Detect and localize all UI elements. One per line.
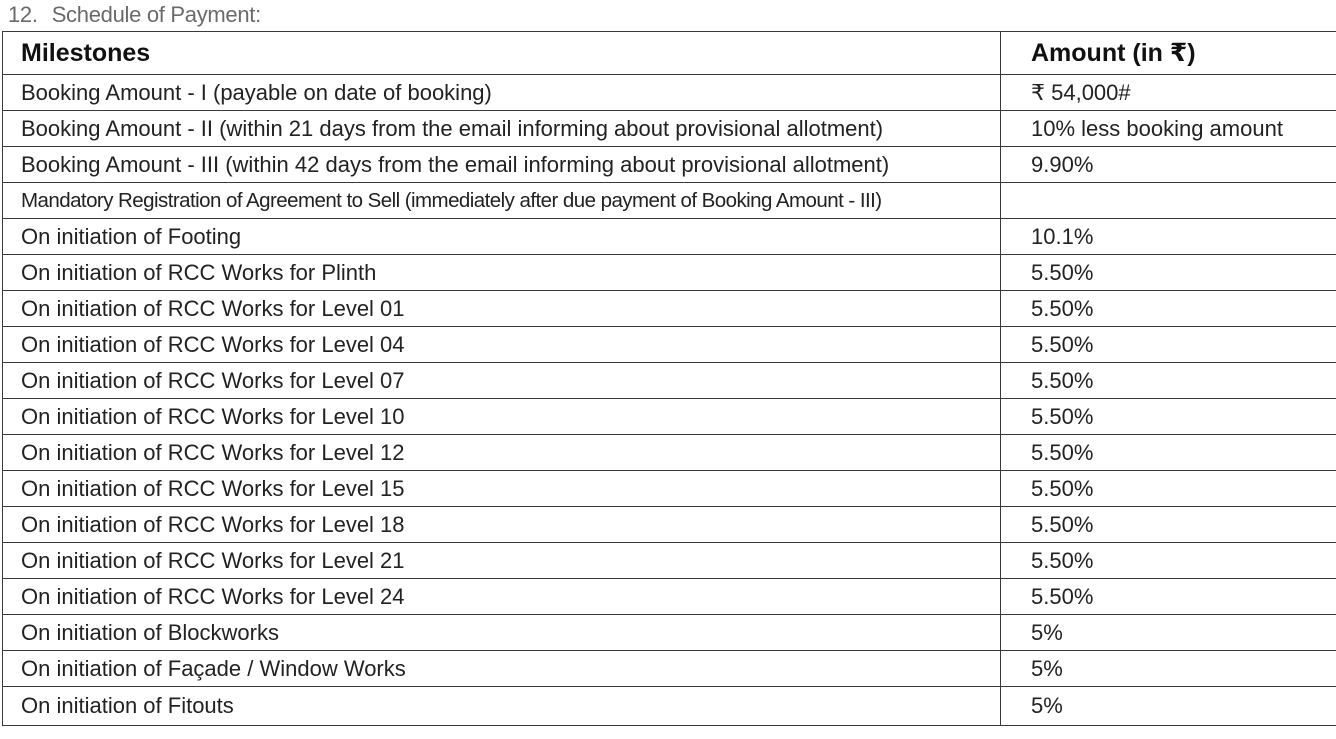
- milestone-cell: Mandatory Registration of Agreement to Sell (immediately after due payment of Booking Amount - III): [3, 183, 1001, 219]
- table-row: [3, 111, 1336, 147]
- amount-cell: 5.50%: [1001, 579, 1336, 615]
- amount-cell: ₹ 54,000#: [1001, 75, 1336, 111]
- amount-cell: 5.50%: [1001, 291, 1336, 327]
- section-heading: [8, 2, 261, 28]
- amount-cell: 5.50%: [1001, 507, 1336, 543]
- milestone-cell: On initiation of RCC Works for Level 01: [3, 291, 1001, 327]
- table-row: [3, 615, 1336, 651]
- payment-schedule-table-wrapper: [2, 31, 1336, 739]
- amount-cell: 10% less booking amount: [1001, 111, 1336, 147]
- milestone-cell: On initiation of RCC Works for Level 12: [3, 435, 1001, 471]
- milestone-cell: On initiation of Blockworks: [3, 615, 1001, 651]
- table-row: [3, 219, 1336, 255]
- milestone-cell: On initiation of Footing: [3, 219, 1001, 255]
- milestone-cell: Booking Amount - I (payable on date of booking): [3, 75, 1001, 111]
- milestone-cell: On initiation of Façade / Window Works: [3, 651, 1001, 687]
- table-row: [3, 507, 1336, 543]
- milestone-cell: Booking Amount - II (within 21 days from the email informing about provisional allotment): [3, 111, 1001, 147]
- amount-cell: 5.50%: [1001, 399, 1336, 435]
- table-row: [3, 543, 1336, 579]
- table-row: [3, 471, 1336, 507]
- table-row: [3, 75, 1336, 111]
- milestone-cell: On initiation of RCC Works for Level 21: [3, 543, 1001, 579]
- table-row: [3, 651, 1336, 687]
- table-row: [3, 363, 1336, 399]
- milestone-cell: On initiation of RCC Works for Level 24: [3, 579, 1001, 615]
- payment-schedule-table: [2, 31, 1336, 726]
- amount-cell: 9.90%: [1001, 147, 1336, 183]
- amount-cell: 10.1%: [1001, 219, 1336, 255]
- table-row: [3, 687, 1336, 726]
- table-row: [3, 183, 1336, 219]
- milestone-cell: Booking Amount - III (within 42 days from the email informing about provisional allotment): [3, 147, 1001, 183]
- amount-cell: 5.50%: [1001, 327, 1336, 363]
- table-header-row: [3, 32, 1336, 75]
- table-row: [3, 435, 1336, 471]
- column-header-milestones: Milestones: [3, 32, 1001, 75]
- amount-cell: [1001, 183, 1336, 219]
- table-row: [3, 579, 1336, 615]
- table-row: [3, 291, 1336, 327]
- milestone-cell: On initiation of RCC Works for Level 18: [3, 507, 1001, 543]
- section-number: 12.: [8, 2, 38, 27]
- table-row: [3, 399, 1336, 435]
- column-header-amount: Amount (in ₹): [1001, 32, 1336, 75]
- section-title: Schedule of Payment:: [51, 2, 261, 27]
- amount-cell: 5.50%: [1001, 363, 1336, 399]
- amount-cell: 5.50%: [1001, 255, 1336, 291]
- amount-cell: 5%: [1001, 651, 1336, 687]
- table-row: [3, 147, 1336, 183]
- table-row: [3, 327, 1336, 363]
- amount-cell: 5%: [1001, 687, 1336, 726]
- table-row: [3, 255, 1336, 291]
- milestone-cell: On initiation of RCC Works for Plinth: [3, 255, 1001, 291]
- amount-cell: 5.50%: [1001, 543, 1336, 579]
- milestone-cell: On initiation of Fitouts: [3, 687, 1001, 726]
- milestone-cell: On initiation of RCC Works for Level 10: [3, 399, 1001, 435]
- amount-cell: 5%: [1001, 615, 1336, 651]
- amount-cell: 5.50%: [1001, 471, 1336, 507]
- milestone-cell: On initiation of RCC Works for Level 15: [3, 471, 1001, 507]
- milestone-cell: On initiation of RCC Works for Level 07: [3, 363, 1001, 399]
- amount-cell: 5.50%: [1001, 435, 1336, 471]
- milestone-cell: On initiation of RCC Works for Level 04: [3, 327, 1001, 363]
